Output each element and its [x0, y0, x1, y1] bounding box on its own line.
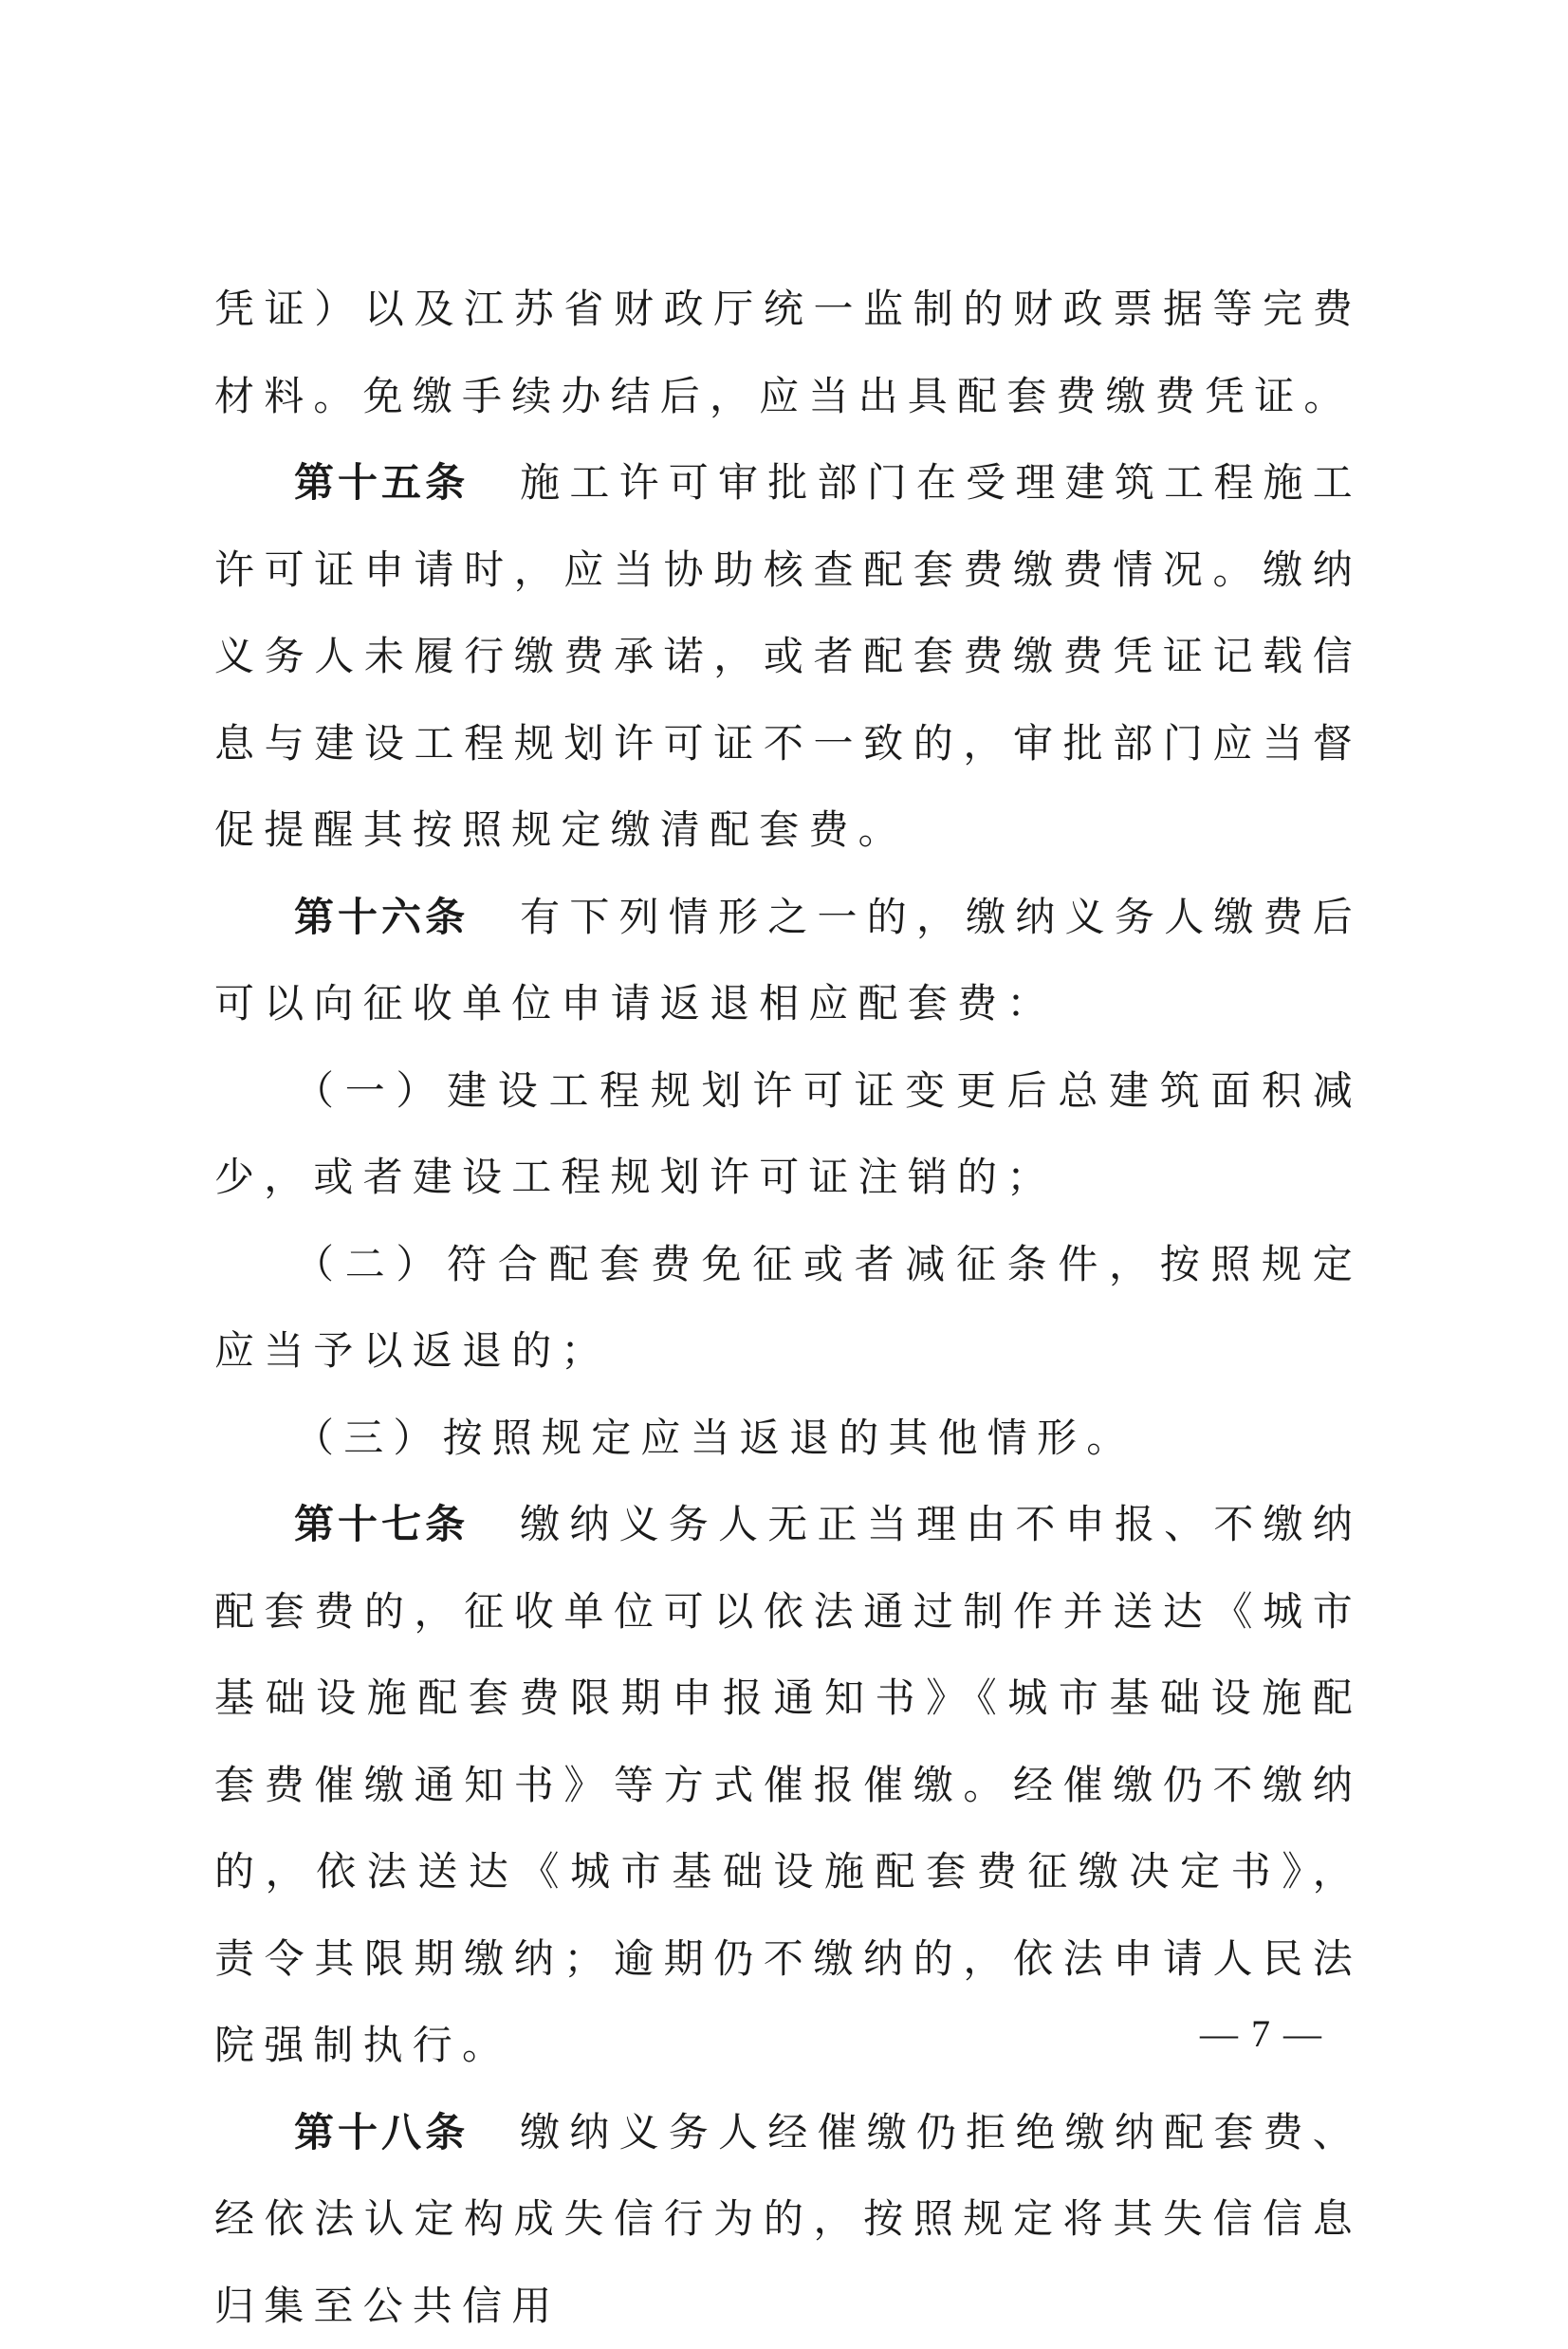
- article-17: [214, 1481, 1362, 2089]
- paragraph-text: 缴纳义务人经催缴仍拒绝缴纳配套费、经依法认定构成失信行为的，按照规定将其失信信息归集至公共信用: [214, 2109, 1362, 2329]
- paragraph-text: 有下列情形之一的，缴纳义务人缴费后可以向征收单位申请返退相应配套费：: [214, 894, 1362, 1027]
- paragraph-text: 凭证）以及江苏省财政厅统一监制的财政票据等完费材料。免缴手续办结后，应当出具配套费缴费凭证。: [214, 286, 1362, 419]
- article-18: [214, 2089, 1362, 2349]
- article-16: [214, 874, 1362, 1047]
- list-item-3: [214, 1395, 1362, 1482]
- paragraph-continuation: [214, 266, 1362, 439]
- article-15: [214, 439, 1362, 874]
- article-heading: 第十七条: [294, 1501, 469, 1547]
- paragraph-text: 缴纳义务人无正当理由不申报、不缴纳配套费的，征收单位可以依法通过制作并送达《城市基础设施配套费限期申报通知书》《城市基础设施配套费催缴通知书》等方式催报催缴。经催缴仍不缴纳的，依法送达《城市基础设施配套费征缴决定书》，责令其限期缴纳；逾期仍不缴纳的，依法申请人民法院强制执行。: [214, 1501, 1362, 2068]
- paragraph-text: （二）符合配套费免征或者减征条件，按照规定应当予以返退的；: [214, 1241, 1362, 1375]
- article-heading: 第十六条: [294, 894, 469, 940]
- paragraph-text: 施工许可审批部门在受理建筑工程施工许可证申请时，应当协助核查配套费缴费情况。缴纳义务人未履行缴费承诺，或者配套费缴费凭证记载信息与建设工程规划许可证不一致的，审批部门应当督促提醒其按照规定缴清配套费。: [214, 459, 1362, 853]
- paragraph-text: （一）建设工程规划许可证变更后总建筑面积减少，或者建设工程规划许可证注销的；: [214, 1067, 1362, 1201]
- article-heading: 第十八条: [294, 2109, 469, 2155]
- list-item-2: [214, 1221, 1362, 1395]
- page-number: — 7 —: [1176, 2011, 1347, 2056]
- paragraph-text: （三）按照规定应当返退的其他情形。: [294, 1415, 1135, 1461]
- list-item-1: [214, 1047, 1362, 1221]
- article-heading: 第十五条: [294, 459, 469, 506]
